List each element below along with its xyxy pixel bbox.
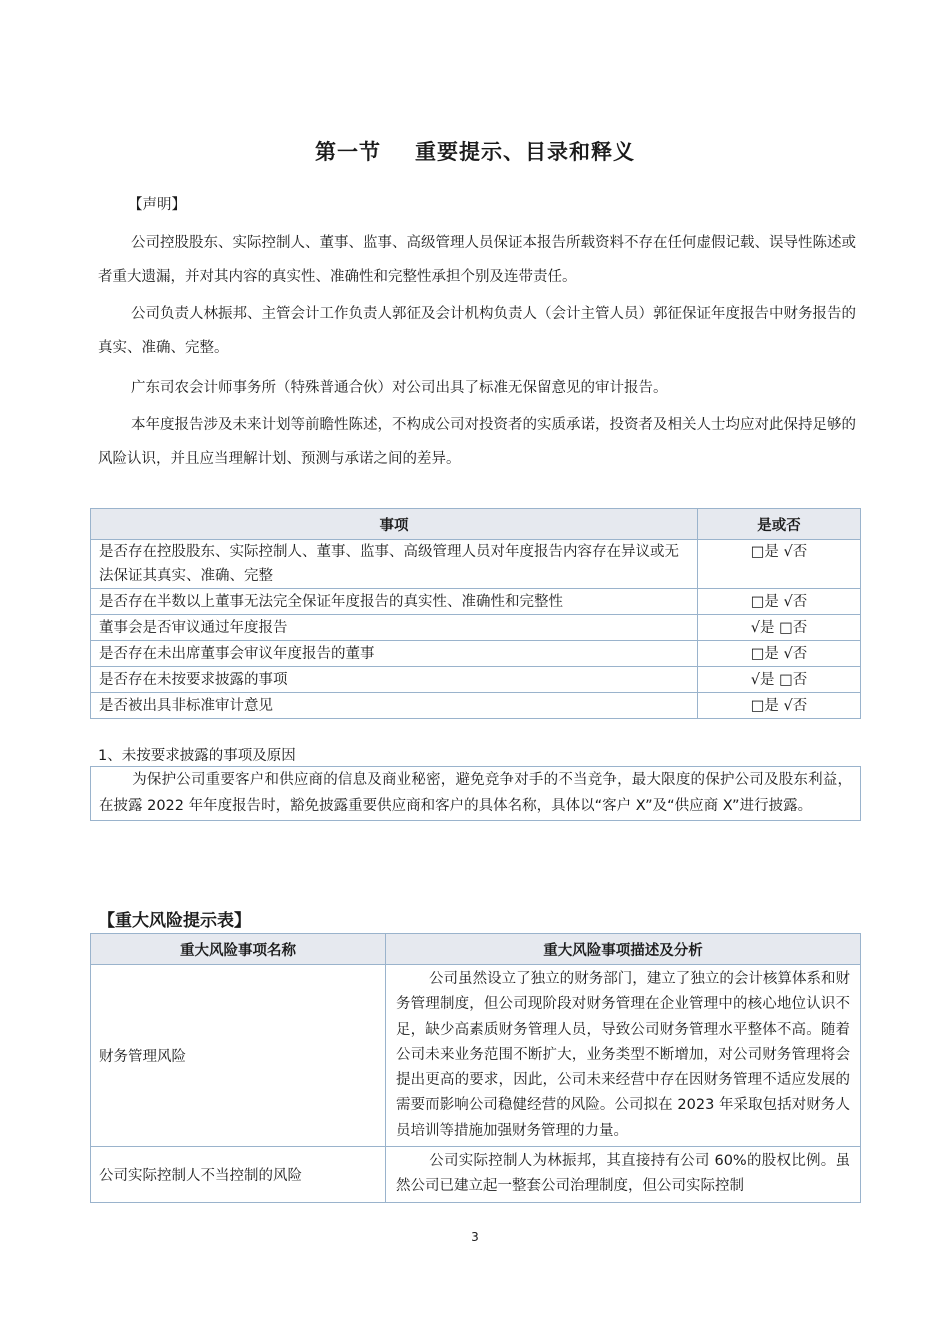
page-number: 3	[471, 1230, 479, 1244]
matter-answer: □是 √否	[698, 641, 861, 667]
matter-answer: □是 √否	[698, 693, 861, 719]
statement-paragraph: 公司负责人林振邦、主管会计工作负责人郭征及会计机构负责人（会计主管人员）郭征保证年度报告中财务报告的真实、准确、完整。	[98, 306, 856, 356]
matter-item: 是否被出具非标准审计意见	[91, 693, 698, 719]
column-header: 重大风险事项名称	[91, 934, 386, 965]
matters-table	[90, 508, 861, 719]
table-header-row	[91, 509, 861, 540]
undisclosed-reason-box	[90, 766, 861, 821]
risk-description	[386, 965, 861, 1147]
risk-description-text: 公司虽然设立了独立的财务部门，建立了独立的会计核算体系和财务管理制度，但公司现阶段对财务管理在企业管理中的核心地位认识不足，缺少高素质财务管理人员，导致公司财务管理水平整体不高。随着公司未来业务范围不断扩大，业务类型不断增加，对公司财务管理将会提出更高的要求，因此，公司未来经营中存在因财务管理不适应发展的需要而影响公司稳健经营的风险。公司拟在 2023 年采取包括对财务人员培训等措施加强财务管理的力量。	[396, 971, 850, 1139]
risk-name: 财务管理风险	[91, 965, 386, 1147]
matter-item: 是否存在控股股东、实际控制人、董事、监事、高级管理人员对年度报告内容存在异议或无法保证其真实、准确、完整	[91, 540, 698, 589]
statement-paragraph: 公司控股股东、实际控制人、董事、监事、高级管理人员保证本报告所载资料不存在任何虚假记载、误导性陈述或者重大遗漏，并对其内容的真实性、准确性和完整性承担个别及连带责任。	[98, 235, 856, 285]
risk-description-text: 公司实际控制人为林振邦，其直接持有公司 60%的股权比例。虽然公司已建立起一整套公司治理制度，但公司实际控制	[396, 1153, 850, 1195]
table-row	[91, 615, 861, 641]
matter-item: 是否存在未按要求披露的事项	[91, 667, 698, 693]
risk-table-heading: 【重大风险提示表】	[98, 911, 251, 931]
statement-paragraph: 本年度报告涉及未来计划等前瞻性陈述，不构成公司对投资者的实质承诺，投资者及相关人士均应对此保持足够的风险认识，并且应当理解计划、预测与承诺之间的差异。	[98, 417, 856, 467]
table-row	[91, 1147, 861, 1203]
table-row	[91, 589, 861, 615]
table-row	[91, 540, 861, 589]
matter-item: 是否存在半数以上董事无法完全保证年度报告的真实性、准确性和完整性	[91, 589, 698, 615]
matter-item: 是否存在未出席董事会审议年度报告的董事	[91, 641, 698, 667]
column-header: 是或否	[698, 509, 861, 540]
declaration-label: 【声明】	[128, 197, 186, 213]
column-header: 事项	[91, 509, 698, 540]
undisclosed-reason-text: 为保护公司重要客户和供应商的信息及商业秘密，避免竞争对手的不当竞争，最大限度的保护公司及股东利益，在披露 2022 年年度报告时，豁免披露重要供应商和客户的具体名称，具体以“客户 X”及“供应商 X”进行披露。	[99, 772, 852, 814]
matter-answer: √是 □否	[698, 667, 861, 693]
risk-description	[386, 1147, 861, 1203]
matter-item: 董事会是否审议通过年度报告	[91, 615, 698, 641]
table-row	[91, 641, 861, 667]
section-number: 第一节	[315, 140, 381, 164]
column-header: 重大风险事项描述及分析	[386, 934, 861, 965]
matter-answer: □是 √否	[698, 589, 861, 615]
table-row	[91, 965, 861, 1147]
statement-paragraph: 广东司农会计师事务所（特殊普通合伙）对公司出具了标准无保留意见的审计报告。	[131, 380, 668, 396]
table-row	[91, 667, 861, 693]
matter-answer: √是 □否	[698, 615, 861, 641]
section-title	[0, 136, 950, 166]
risk-name: 公司实际控制人不当控制的风险	[91, 1147, 386, 1203]
table-row	[91, 693, 861, 719]
risk-table	[90, 933, 861, 1203]
matter-answer: □是 √否	[698, 540, 861, 589]
table-header-row	[91, 934, 861, 965]
undisclosed-heading: 1、未按要求披露的事项及原因	[98, 748, 296, 764]
section-name: 重要提示、目录和释义	[415, 140, 635, 164]
